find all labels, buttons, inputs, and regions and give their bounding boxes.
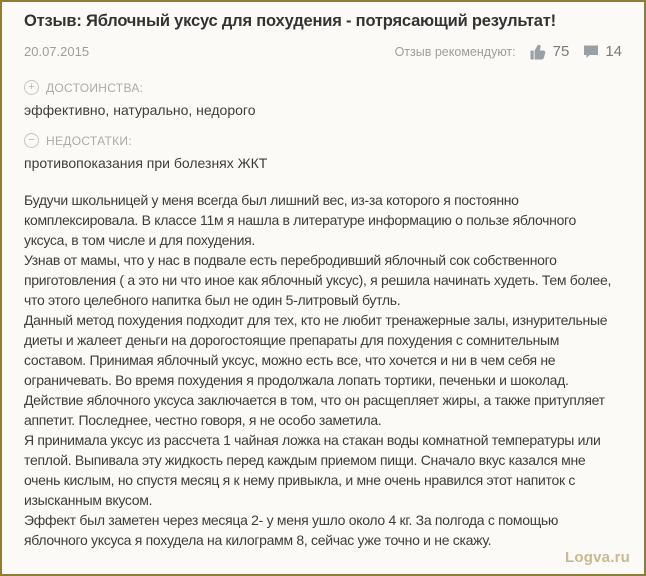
cons-value: противопоказания при болезнях ЖКТ (24, 155, 268, 171)
recommend-label: Отзыв рекомендуют: (394, 44, 516, 59)
recommend-block (395, 43, 622, 60)
review-title: Отзыв: Яблочный уксус для похудения - потрясающий результат! (24, 12, 556, 30)
review-paragraph: Эффект был заметен через месяца 2- у меня ушло около 4 кг. За полгода с помощью яблочного уксуса я похудела на килограмм 8, сейчас уже точно и не скажу. (24, 512, 559, 548)
review-date: 20.07.2015 (24, 44, 90, 59)
likes-count: 75 (552, 43, 570, 60)
pros-head (24, 80, 622, 95)
review-paragraph: Данный метод похудения подходит для тех, кто не любит тренажерные залы, изнурительные диеты и жалеет деньги на дорогостоящие препараты для похудения с сомнительным составом. Принимая яблочный уксус, можно есть все, что хочется и ни в чем себя не ограничевать. Во время похудения я продолжала лопать тортики, печеньки и шоколад. (24, 312, 608, 388)
review-paragraph: Узнав от мамы, что у нас в подвале есть перебродивший яблочный сок собственного приготовления ( а это ни что иное как яблочный уксус), я решила начинать худеть. Тем более, что этого целебного напитка был не один 5-литровый бутль. (24, 252, 612, 308)
pros-value: эффективно, натурально, недорого (24, 102, 256, 118)
thumbs-up-icon (530, 44, 547, 60)
pros-label: ДОСТОИНСТВА: (46, 80, 144, 95)
review-paragraph: Будучи школьницей у меня всегда был лишний вес, из-за которого я постоянно комплексировала. В классе 11м я нашла в литературе информацию о пользе яблочного уксуса, в том числе и для похудения. (24, 192, 577, 248)
meta-row (24, 43, 622, 60)
site-watermark: Logva.ru (565, 549, 630, 566)
comments-button[interactable] (583, 43, 622, 60)
review-body (24, 190, 622, 550)
review-paragraph: Я принимала уксус из рассчета 1 чайная ложка на стакан воды комнатной температуры или теплой. Выпивала эту жидкость перед каждым приемом пищи. Сначало вкус казался мне очень кислым, но спустя месяц я к нему привыкла, и мне очень нравился этот напиток с изысканным вкусом. (24, 432, 601, 508)
pros-section (24, 80, 622, 118)
minus-circle-icon: − (24, 133, 39, 148)
cons-label: НЕДОСТАТКИ: (46, 133, 132, 148)
cons-section (24, 133, 622, 171)
comments-count: 14 (605, 43, 622, 60)
comment-icon (583, 44, 599, 59)
plus-circle-icon: + (24, 80, 39, 95)
likes-button[interactable] (530, 43, 570, 60)
review-paragraph: Действие яблочного уксуса заключается в том, что он расщепляет жиры, а также притупляет аппетит. Последнее, честно говоря, я не особо заметила. (24, 392, 605, 428)
cons-head (24, 133, 622, 148)
